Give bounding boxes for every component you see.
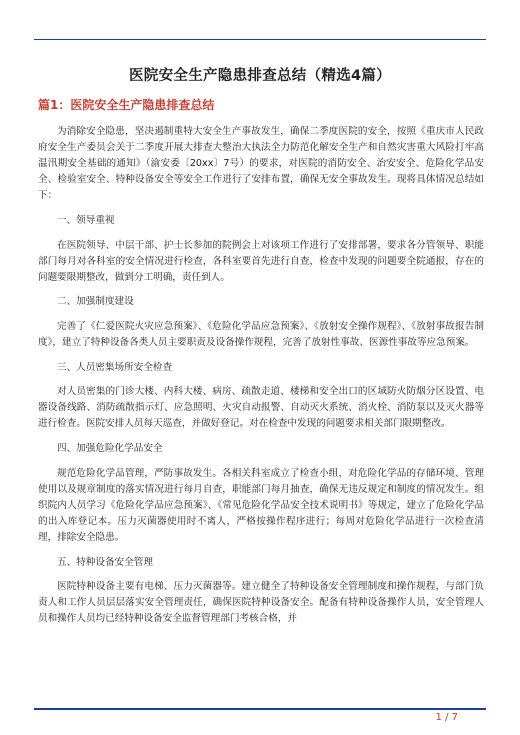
header-rule [34,39,486,40]
section-heading: 三、人员密集场所安全检查 [57,361,173,373]
paragraph: 在医院领导、中层干部、护士长参加的院例会上对该项工作进行了安排部署，要求各分管领导、职能部门每月对各科室的安全情况进行检查，各科室要首先进行自查，检查中发现的问题要全院通报，存在的问题要限期整改，做到分工明确，责任到人。 [38,239,484,283]
paragraph: 完善了《仁爱医院火灾应急预案》、《危险化学品应急预案》、《放射安全操作规程》、《放射事故报告制度》，建立了特种设备各类人员主要职责及设备操作规程，完善了放射性事故、医源性事故等应急预案。 [38,320,484,349]
paragraph: 医院特种设备主要有电梯、压力灭菌器等。建立健全了特种设备安全管理制度和操作规程，与部门负责人和工作人员层层落实安全管理责任，确保医院特种设备安全。配备有特种设备操作人员，安全管理人员和操作人员均已经特种设备安全监督管理部门考核合格，并 [38,581,484,625]
section-heading: 一、领导重视 [57,214,115,226]
paragraph: 对人员密集的门诊大楼、内科大楼、病房、疏散走道、楼梯和安全出口的区域防火防烟分区设置、电器设备线路、消防疏散指示灯、应急照明、火灾自动报警、自动灭火系统、消火栓、消防泵以及灭火器等进行检查。医院安排人员每天巡查，并做好登记。对在检查中发现的问题要求相关部门限期整改。 [38,386,484,430]
page-number: 1 / 7 [435,712,458,723]
section-heading: 二、加强制度建设 [57,296,134,308]
footer-rule [34,708,486,710]
article-body [38,124,484,636]
paragraph: 为消除安全隐患，坚决遏制重特大安全生产事故发生，确保二季度医院的安全，按照《重庆市人民政府安全生产委员会关于二季度开展大排查大整治大执法全力防范化解安全生产和自然灾害重大风险打牢高温汛期安全基础的通知》（渝安委〔20xx〕7号）的要求，对医院的消防安全、治安安全、危险化学品安全、检验室安全、特种设备安全等安全工作进行了安排布置，确保无安全事故发生。现将具体情况总结如下： [38,126,484,202]
paragraph: 规范危险化学品管理，严防事故发生。各相关科室成立了检查小组，对危险化学品的存储环境、管理使用以及规章制度的落实情况进行每月自查，职能部门每月抽查，确保无违反规定和制度的情况发生。组织院内人员学习《危险化学品应急预案》、《常见危险化学品安全技术说明书》等规定，建立了危险化学品的出入库登记本。压力灭菌器使用时不离人，严格按操作程序进行；每周对危险化学品进行一次检查清理，排除安全隐患。 [38,467,484,543]
page-title: 医院安全生产隐患排查总结（精选4篇） [129,68,391,84]
article-subtitle: 篇1：医院安全生产隐患排查总结 [38,98,215,112]
section-heading: 四、加强危险化学品安全 [57,443,163,454]
section-heading: 五、特种设备安全管理 [57,556,153,568]
